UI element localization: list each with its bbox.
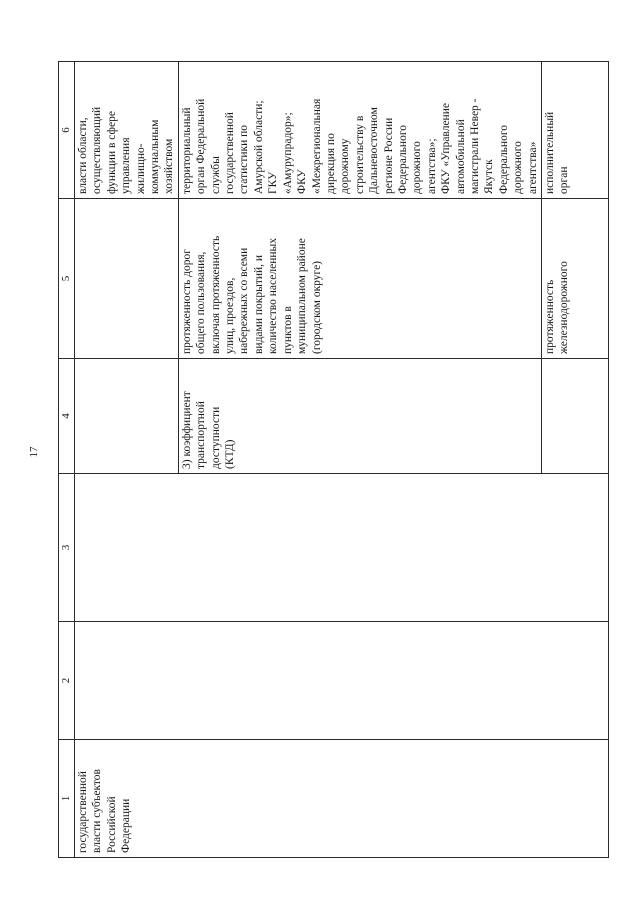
col-header-6: 6 xyxy=(59,62,75,199)
cell-authority-name: государственной власти субъектов Российской Федерации xyxy=(75,740,609,858)
table-container xyxy=(58,62,580,858)
page-number: 17 xyxy=(28,446,40,458)
col-header-2: 2 xyxy=(59,622,75,740)
header-row xyxy=(59,62,75,858)
table-row xyxy=(75,62,179,858)
col-header-4: 4 xyxy=(59,359,75,474)
cell-indicator-data: протяженность дорог общего пользования, включая протяженность улиц, проездов, набережных со всеми видами покрытий, и количество населенных пунктов в муниципальном районе (городском округе) xyxy=(178,199,541,359)
cell-empty xyxy=(542,359,609,474)
cell-indicator-name: 3) коэффициент транспортной доступности (КТД) xyxy=(178,359,541,474)
cell-empty xyxy=(75,359,179,474)
cell-responsible-body: власти области, осуществляющий функции в сфере управления жилищно- коммунальным хозяйством xyxy=(75,62,179,199)
cell-empty xyxy=(75,199,179,359)
cell-data-sources: территориальный орган Федеральной службы государственной статистики по Амурской области; ГКУ «Амурупрадор»; ФКУ «Межрегиональная дирекция по дорожному строительству в Дальневосточном регионе России Федерального дорожного агентства»; ФКУ «Управление автомобильной магистрали Невер - Якутск Федерального дорожного агентства» xyxy=(178,62,541,199)
cell-data-sources: исполнительный орган xyxy=(542,62,609,199)
cell-indicator-data: протяженность железнодорожного xyxy=(542,199,609,359)
rotated-page xyxy=(58,62,580,858)
cell-empty xyxy=(75,474,609,622)
indicators-table xyxy=(58,61,609,858)
col-header-5: 5 xyxy=(59,199,75,359)
col-header-3: 3 xyxy=(59,474,75,622)
cell-empty xyxy=(75,622,609,740)
col-header-1: 1 xyxy=(59,740,75,858)
